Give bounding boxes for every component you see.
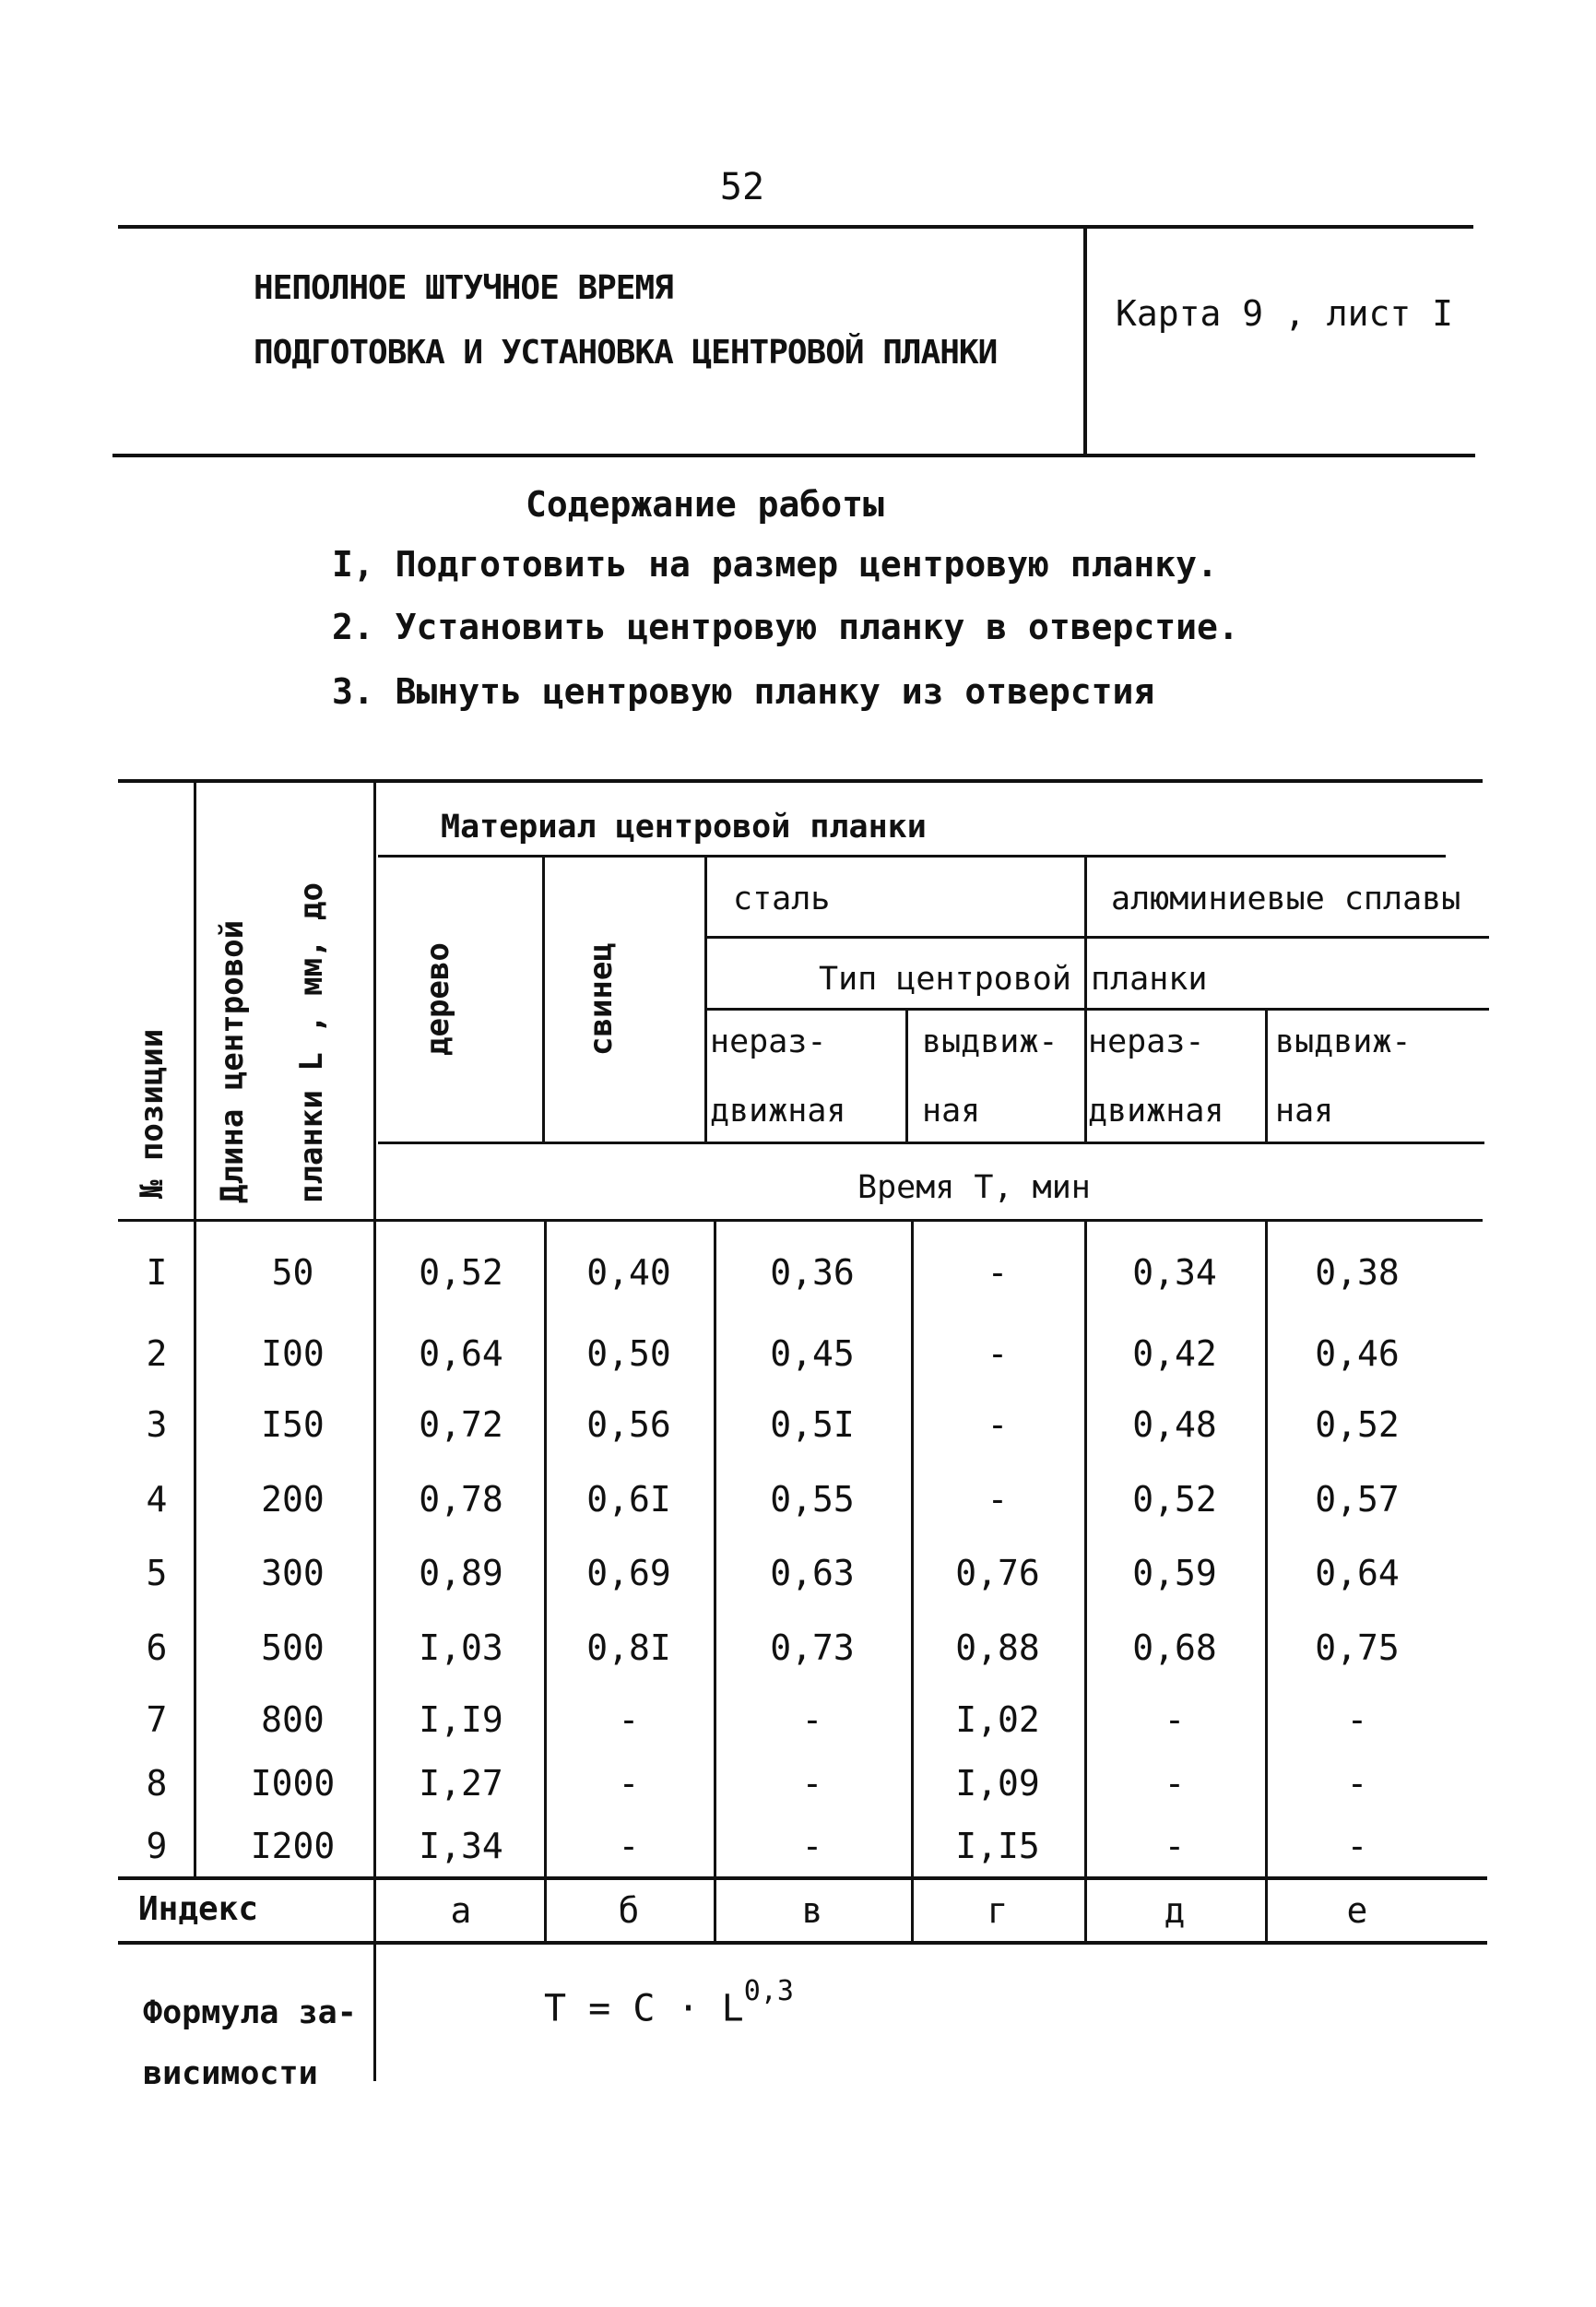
formula-base: T = C · L — [544, 1987, 744, 2030]
col-header-wood: дерево — [420, 942, 456, 1056]
cell-lead: - — [618, 1826, 640, 1866]
cell-wood: 0,52 — [419, 1252, 503, 1293]
cell-lead: - — [618, 1699, 640, 1740]
steel-sliding-line2: ная — [922, 1093, 981, 1130]
cell-steel-sliding: 0,76 — [955, 1553, 1040, 1593]
cell-wood: 0,78 — [419, 1479, 503, 1520]
cell-alu-sliding: - — [1346, 1699, 1368, 1740]
cell-position: 6 — [146, 1627, 168, 1668]
formula-label-line1: Формула за- — [143, 1994, 357, 2031]
cell-length: 200 — [261, 1479, 325, 1520]
cell-wood: I,34 — [419, 1826, 503, 1866]
cell-position: 7 — [146, 1699, 168, 1740]
cell-length: 300 — [261, 1553, 325, 1593]
cell-alu-fixed: - — [1164, 1699, 1186, 1740]
material-header-rule — [378, 855, 1446, 858]
col-divider-wood — [542, 857, 545, 1142]
alu-sliding-line2: ная — [1275, 1093, 1334, 1130]
cell-steel-sliding: I,09 — [955, 1763, 1040, 1804]
cell-lead: 0,6I — [586, 1479, 671, 1520]
cell-steel-sliding: I,02 — [955, 1699, 1040, 1740]
col-divider-alu-type — [1265, 1010, 1268, 1143]
header-top-rule — [118, 225, 1473, 229]
cell-alu-sliding: 0,38 — [1315, 1252, 1400, 1293]
cell-lead: 0,8I — [586, 1627, 671, 1668]
header-divider — [1083, 227, 1087, 455]
cell-alu-fixed: 0,34 — [1132, 1252, 1217, 1293]
cell-steel-fixed: 0,45 — [770, 1333, 855, 1374]
cell-steel-sliding: - — [987, 1404, 1009, 1445]
col-header-length-line1: Длина центровой — [214, 919, 251, 1203]
cell-alu-sliding: 0,57 — [1315, 1479, 1400, 1520]
data-bottom-rule — [118, 1876, 1487, 1880]
index-alu-fixed: д — [1164, 1890, 1186, 1931]
cell-steel-fixed: - — [801, 1763, 823, 1804]
col-header-length-line2: планки L , мм, до — [293, 882, 330, 1203]
cell-position: 4 — [146, 1479, 168, 1520]
index-bottom-rule — [118, 1941, 1487, 1945]
cell-steel-fixed: - — [801, 1826, 823, 1866]
col-divider-steel-type — [905, 1010, 908, 1143]
type-header-rule — [705, 1008, 1489, 1011]
index-steel-sliding: г — [987, 1890, 1009, 1931]
cell-steel-fixed: 0,63 — [770, 1553, 855, 1593]
cell-wood: I,03 — [419, 1627, 503, 1668]
steel-sliding-line1: выдвиж- — [922, 1023, 1058, 1060]
cell-length: 500 — [261, 1627, 325, 1668]
cell-alu-fixed: 0,42 — [1132, 1333, 1217, 1374]
cell-alu-fixed: 0,68 — [1132, 1627, 1217, 1668]
cell-wood: I,27 — [419, 1763, 503, 1804]
col-header-lead: свинец — [583, 942, 620, 1056]
type-header: Тип центровой планки — [819, 961, 1208, 998]
cell-position: 5 — [146, 1553, 168, 1593]
cell-alu-fixed: 0,59 — [1132, 1553, 1217, 1593]
cell-steel-fixed: 0,55 — [770, 1479, 855, 1520]
cell-alu-sliding: - — [1346, 1826, 1368, 1866]
formula-label — [143, 1982, 383, 2104]
cell-alu-sliding: 0,75 — [1315, 1627, 1400, 1668]
cell-alu-fixed: 0,48 — [1132, 1404, 1217, 1445]
cell-lead: 0,69 — [586, 1553, 671, 1593]
work-step-3: 3. Вынуть центровую планку из отверстия — [332, 671, 1155, 712]
cell-lead: 0,56 — [586, 1404, 671, 1445]
work-step-2: 2. Установить центровую планку в отверстие. — [332, 607, 1239, 647]
alu-fixed-line2: движная — [1088, 1093, 1224, 1130]
time-header: Время Т, мин — [857, 1169, 1091, 1206]
cell-length: 50 — [271, 1252, 314, 1293]
header-title-line2: ПОДГОТОВКА И УСТАНОВКА ЦЕНТРОВОЙ ПЛАНКИ — [254, 334, 998, 372]
cell-length: I000 — [250, 1763, 336, 1804]
page-number: 52 — [719, 166, 765, 208]
col-header-steel: сталь — [733, 881, 831, 917]
header-bottom-rule-table — [118, 1219, 1483, 1222]
cell-steel-sliding: - — [987, 1252, 1009, 1293]
cell-alu-sliding: 0,46 — [1315, 1333, 1400, 1374]
cell-wood: 0,89 — [419, 1553, 503, 1593]
cell-alu-fixed: - — [1164, 1826, 1186, 1866]
cell-position: I — [146, 1252, 168, 1293]
cell-lead: 0,50 — [586, 1333, 671, 1374]
dependency-formula — [544, 1975, 794, 2030]
cell-position: 9 — [146, 1826, 168, 1866]
header-title-line1: НЕПОЛНОЕ ШТУЧНОЕ ВРЕМЯ — [254, 269, 673, 307]
cell-length: 800 — [261, 1699, 325, 1740]
index-wood: а — [450, 1890, 472, 1931]
steel-fixed-line1: нераз- — [710, 1023, 827, 1060]
table-top-rule — [118, 779, 1483, 783]
index-steel-fixed: в — [801, 1890, 823, 1931]
alu-sliding-line1: выдвиж- — [1275, 1023, 1412, 1060]
cell-steel-fixed: - — [801, 1699, 823, 1740]
col-divider-lead — [704, 857, 707, 1142]
cell-wood: 0,72 — [419, 1404, 503, 1445]
cell-wood: 0,64 — [419, 1333, 503, 1374]
cell-length: I50 — [261, 1404, 325, 1445]
index-label: Индекс — [138, 1890, 259, 1928]
cell-steel-fixed: 0,36 — [770, 1252, 855, 1293]
header-bottom-rule — [112, 454, 1475, 457]
index-lead: б — [618, 1890, 640, 1931]
cell-wood: I,I9 — [419, 1699, 503, 1740]
col-divider-alu — [1084, 857, 1087, 1142]
cell-length: I00 — [261, 1333, 325, 1374]
cell-length: I200 — [250, 1826, 336, 1866]
col-header-position: № позиции — [134, 1028, 171, 1199]
cell-alu-fixed: 0,52 — [1132, 1479, 1217, 1520]
cell-lead: - — [618, 1763, 640, 1804]
cell-position: 8 — [146, 1763, 168, 1804]
cell-steel-sliding: I,I5 — [955, 1826, 1040, 1866]
work-step-1: I, Подготовить на размер центровую планку. — [332, 544, 1218, 585]
alu-fixed-line1: нераз- — [1088, 1023, 1205, 1060]
work-content-title: Содержание работы — [526, 484, 884, 525]
cell-lead: 0,40 — [586, 1252, 671, 1293]
cell-position: 2 — [146, 1333, 168, 1374]
col-header-aluminum: алюминиевые сплавы — [1111, 881, 1461, 917]
cell-alu-sliding: 0,52 — [1315, 1404, 1400, 1445]
steel-fixed-line2: движная — [710, 1093, 846, 1130]
material-header: Материал центровой планки — [441, 809, 927, 846]
cell-steel-fixed: 0,5I — [770, 1404, 855, 1445]
cell-alu-sliding: - — [1346, 1763, 1368, 1804]
cell-steel-sliding: - — [987, 1333, 1009, 1374]
index-alu-sliding: е — [1346, 1890, 1368, 1931]
formula-label-line2: висимости — [143, 2055, 318, 2092]
cell-position: 3 — [146, 1404, 168, 1445]
card-reference: Карта 9 , лист I — [1116, 293, 1454, 334]
cell-steel-sliding: - — [987, 1479, 1009, 1520]
cell-alu-sliding: 0,64 — [1315, 1553, 1400, 1593]
cell-steel-fixed: 0,73 — [770, 1627, 855, 1668]
cell-alu-fixed: - — [1164, 1763, 1186, 1804]
type-header-top-rule — [705, 936, 1489, 939]
formula-exponent: 0,3 — [743, 1975, 794, 2007]
cell-steel-sliding: 0,88 — [955, 1627, 1040, 1668]
